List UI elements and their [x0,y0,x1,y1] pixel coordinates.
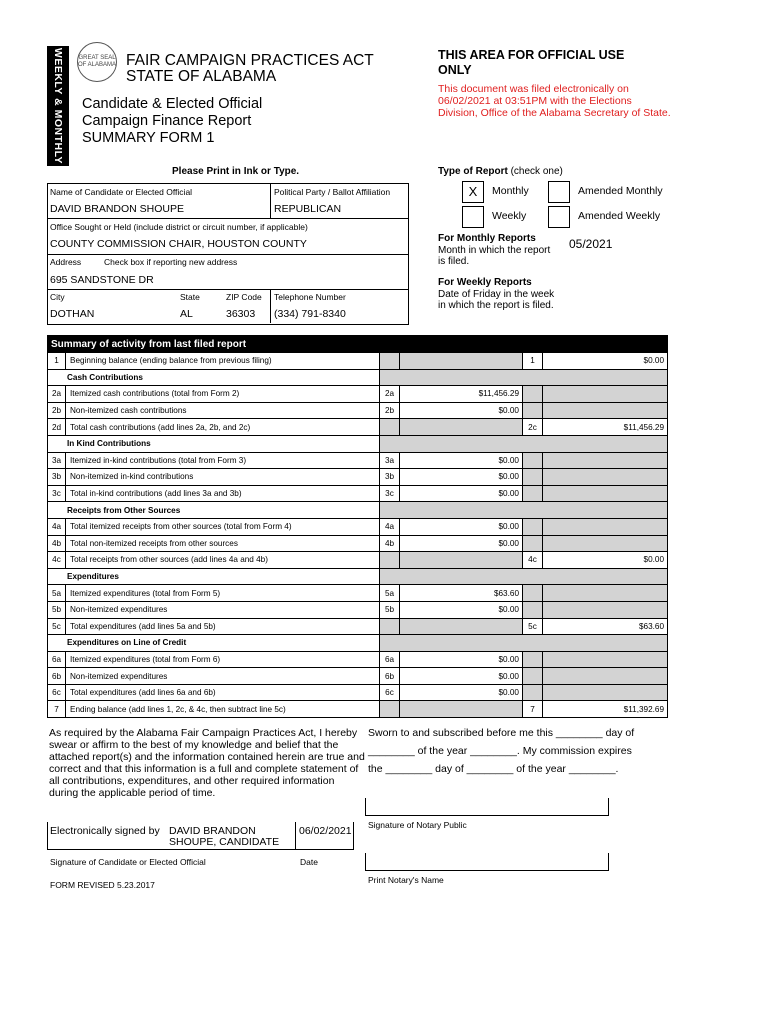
signed-by-label: Electronically signed by [50,825,160,837]
summary-row [48,552,668,569]
line-number: 1 [48,353,66,370]
mid-line-ref: 6b [380,668,400,685]
weekly-reports-desc-1: Date of Friday in the week [438,289,555,300]
mid-line-ref [380,353,400,370]
affirmation-line-5: all contributions, expenditures, and other required information [49,775,335,787]
mid-line-ref [380,419,400,436]
signature-date-field[interactable]: 06/02/2021 [299,825,352,837]
weekly-monthly-side-label: WEEKLY & MONTHLY [47,46,69,166]
summary-row [48,386,668,403]
mid-amount-field [400,419,523,436]
form-title-line1: FAIR CAMPAIGN PRACTICES ACT [126,52,374,69]
right-line-ref [523,601,543,618]
notary-text-1: Sworn to and subscribed before me this ________ day of [368,727,635,739]
summary-table [47,335,668,718]
line-number: 3a [48,452,66,469]
notary-text-3: the ________ day of ________ of the year ________. [368,763,619,775]
line-description: Itemized expenditures (total from Form 6) [66,651,380,668]
notary-text-2: ________ of the year ________. My commission expires [368,745,632,757]
report-type-label: Type of Report (check one) [438,166,563,177]
right-amount-field[interactable]: $11,392.69 [543,701,668,718]
mid-line-ref [380,618,400,635]
state-field[interactable]: AL [180,308,193,320]
mid-amount-field[interactable]: $0.00 [400,684,523,701]
zip-label: ZIP Code [226,292,262,302]
mid-amount-field [400,552,523,569]
line-description: Non-itemized expenditures [66,668,380,685]
summary-row [48,535,668,552]
right-amount-field[interactable]: $0.00 [543,353,668,370]
summary-row [48,618,668,635]
mid-line-ref: 2b [380,402,400,419]
monthly-reports-desc-1: Month in which the report [438,245,551,256]
line-number: 2a [48,386,66,403]
line-description: Total non-itemized receipts from other sources [66,535,380,552]
mid-amount-field [400,353,523,370]
summary-row [48,635,668,652]
form-subtitle-line1: Candidate & Elected Official [82,96,263,112]
right-amount-field [543,402,668,419]
line-description: Itemized expenditures (total from Form 5) [66,585,380,602]
phone-label: Telephone Number [274,292,346,302]
mid-line-ref: 5b [380,601,400,618]
line-number: 4c [48,552,66,569]
summary-row [48,568,668,585]
line-description: Total receipts from other sources (add lines 4a and 4b) [66,552,380,569]
mid-line-ref [380,552,400,569]
mid-line-ref: 5a [380,585,400,602]
summary-row [48,452,668,469]
official-use-heading-1: THIS AREA FOR OFFICIAL USE [438,48,625,62]
mid-line-ref: 3c [380,485,400,502]
mid-amount-field[interactable]: $0.00 [400,651,523,668]
phone-field[interactable]: (334) 791-8340 [274,308,346,320]
right-amount-field [543,452,668,469]
print-note: Please Print in Ink or Type. [172,166,300,177]
address-label: Address [50,257,82,267]
filed-notice-3: Division, Office of the Alabama Secretary of State. [438,107,671,119]
right-line-ref: 1 [523,353,543,370]
summary-row [48,435,668,452]
summary-row [48,419,668,436]
weekly-label: Weekly [492,210,527,222]
summary-row [48,668,668,685]
summary-row [48,701,668,718]
line-description: Total cash contributions (add lines 2a, 2b, and 2c) [66,419,380,436]
mid-line-ref [380,701,400,718]
mid-line-ref: 6c [380,684,400,701]
section-label: Expenditures on Line of Credit [48,635,380,652]
right-amount-field[interactable]: $63.60 [543,618,668,635]
state-label: State [180,292,200,302]
right-line-ref [523,518,543,535]
shaded-cell [380,635,668,652]
mid-amount-field[interactable]: $0.00 [400,601,523,618]
shaded-cell [380,435,668,452]
amended-monthly-label: Amended Monthly [578,185,663,197]
right-line-ref: 2c [523,419,543,436]
right-amount-field [543,668,668,685]
mid-line-ref: 3a [380,452,400,469]
line-description: Total expenditures (add lines 5a and 5b) [66,618,380,635]
right-amount-field [543,485,668,502]
line-description: Total in-kind contributions (add lines 3a and 3b) [66,485,380,502]
affirmation-line-4: correct and that this information is a full and complete statement of [49,763,359,775]
right-amount-field [543,469,668,486]
right-line-ref [523,535,543,552]
line-description: Non-itemized cash contributions [66,402,380,419]
office-label: Office Sought or Held (include district or circuit number, if applicable) [50,222,308,232]
notary-name-field[interactable] [365,853,609,871]
date-label: Date [300,857,318,867]
right-line-ref: 5c [523,618,543,635]
monthly-reports-heading: For Monthly Reports [438,233,536,244]
shaded-cell [380,568,668,585]
summary-row [48,353,668,370]
amended-monthly-checkbox[interactable] [548,181,570,203]
line-description: Non-itemized in-kind contributions [66,469,380,486]
summary-row [48,485,668,502]
line-description: Total itemized receipts from other sources (total from Form 4) [66,518,380,535]
weekly-reports-heading: For Weekly Reports [438,277,532,288]
summary-row [48,585,668,602]
right-line-ref [523,585,543,602]
line-number: 2b [48,402,66,419]
amended-weekly-label: Amended Weekly [578,210,661,222]
name-label: Name of Candidate or Elected Official [50,187,193,197]
new-address-checkbox-label[interactable]: Check box if reporting new address [104,257,238,267]
line-number: 6a [48,651,66,668]
signer-name-line1: DAVID BRANDON [169,825,256,837]
party-field[interactable]: REPUBLICAN [274,203,342,215]
right-line-ref [523,452,543,469]
city-label: City [50,292,65,302]
affirmation-line-6: during the applicable period of time. [49,787,216,799]
mid-amount-field[interactable]: $11,456.29 [400,386,523,403]
line-number: 4a [48,518,66,535]
filed-notice-1: This document was filed electronically on [438,83,629,95]
mid-amount-field [400,701,523,718]
line-description: Beginning balance (ending balance from previous filing) [66,353,380,370]
party-label: Political Party / Ballot Affiliation [274,187,391,197]
right-amount-field[interactable]: $11,456.29 [543,419,668,436]
right-line-ref: 4c [523,552,543,569]
summary-row [48,684,668,701]
shaded-cell [380,502,668,519]
summary-row [48,502,668,519]
right-line-ref [523,651,543,668]
summary-row [48,651,668,668]
form-subtitle-line2: Campaign Finance Report [82,113,252,129]
line-number: 5b [48,601,66,618]
affirmation-line-3: attached report(s) and the information contained herein are true and [49,751,365,763]
mid-line-ref: 6a [380,651,400,668]
right-amount-field [543,684,668,701]
summary-row [48,518,668,535]
notary-signature-label: Signature of Notary Public [368,820,467,830]
official-use-heading-2: ONLY [438,63,472,77]
summary-row [48,402,668,419]
monthly-reports-desc-2: is filed. [438,256,470,267]
weekly-checkbox[interactable] [462,206,484,228]
right-line-ref [523,402,543,419]
right-amount-field [543,518,668,535]
report-month-field[interactable]: 05/2021 [569,237,613,251]
right-line-ref [523,684,543,701]
line-number: 3b [48,469,66,486]
summary-row [48,469,668,486]
shaded-cell [380,369,668,386]
right-amount-field [543,651,668,668]
mid-amount-field[interactable]: $0.00 [400,518,523,535]
mid-line-ref: 3b [380,469,400,486]
right-amount-field [543,386,668,403]
summary-heading: Summary of activity from last filed report [48,336,668,353]
mid-amount-field[interactable]: $63.60 [400,585,523,602]
line-number: 3c [48,485,66,502]
line-description: Itemized cash contributions (total from Form 2) [66,386,380,403]
notary-name-label: Print Notary's Name [368,875,444,885]
line-description: Ending balance (add lines 1, 2c, & 4c, then subtract line 5c) [66,701,380,718]
amended-weekly-checkbox[interactable] [548,206,570,228]
section-label: Cash Contributions [48,369,380,386]
mid-line-ref: 4b [380,535,400,552]
right-line-ref [523,668,543,685]
weekly-reports-desc-2: in which the report is filed. [438,300,554,311]
mid-line-ref: 4a [380,518,400,535]
right-amount-field[interactable]: $0.00 [543,552,668,569]
candidate-signature-label: Signature of Candidate or Elected Official [50,857,206,867]
mid-amount-field [400,618,523,635]
mid-amount-field[interactable]: $0.00 [400,402,523,419]
section-label: Receipts from Other Sources [48,502,380,519]
office-field[interactable]: COUNTY COMMISSION CHAIR, HOUSTON COUNTY [50,238,307,250]
city-field[interactable]: DOTHAN [50,308,95,320]
form-revised: FORM REVISED 5.23.2017 [50,880,155,890]
alabama-seal-icon: GREAT SEAL OF ALABAMA [77,42,117,82]
right-line-ref [523,469,543,486]
monthly-label: Monthly [492,185,529,197]
right-amount-field [543,585,668,602]
mid-amount-field[interactable]: $0.00 [400,535,523,552]
line-number: 6c [48,684,66,701]
form-title-line2: STATE OF ALABAMA [126,68,277,85]
right-line-ref: 7 [523,701,543,718]
line-description: Non-itemized expenditures [66,601,380,618]
section-label: In Kind Contributions [48,435,380,452]
line-number: 4b [48,535,66,552]
address-field[interactable]: 695 SANDSTONE DR [50,274,154,286]
line-number: 7 [48,701,66,718]
affirmation-line-2: swear or affirm to the best of my knowledge and belief that the [49,739,339,751]
line-description: Total expenditures (add lines 6a and 6b) [66,684,380,701]
right-line-ref [523,485,543,502]
mid-amount-field[interactable]: $0.00 [400,485,523,502]
right-line-ref [523,386,543,403]
summary-row [48,601,668,618]
line-description: Itemized in-kind contributions (total from Form 3) [66,452,380,469]
line-number: 2d [48,419,66,436]
form-subtitle-line3: SUMMARY FORM 1 [82,130,215,146]
mid-amount-field[interactable]: $0.00 [400,469,523,486]
summary-row [48,369,668,386]
line-number: 6b [48,668,66,685]
candidate-name-field[interactable]: DAVID BRANDON SHOUPE [50,203,184,215]
mid-amount-field[interactable]: $0.00 [400,452,523,469]
line-number: 5c [48,618,66,635]
right-amount-field [543,535,668,552]
notary-signature-field[interactable] [365,798,609,816]
section-label: Expenditures [48,568,380,585]
signer-name-line2: SHOUPE, CANDIDATE [169,836,280,848]
line-number: 5a [48,585,66,602]
monthly-checkbox[interactable]: X [462,181,484,203]
zip-field[interactable]: 36303 [226,308,256,320]
right-amount-field [543,601,668,618]
filed-notice-2: 06/02/2021 at 03:51PM with the Elections [438,95,632,107]
affirmation-line-1: As required by the Alabama Fair Campaign Practices Act, I hereby [49,727,358,739]
mid-amount-field[interactable]: $0.00 [400,668,523,685]
mid-line-ref: 2a [380,386,400,403]
